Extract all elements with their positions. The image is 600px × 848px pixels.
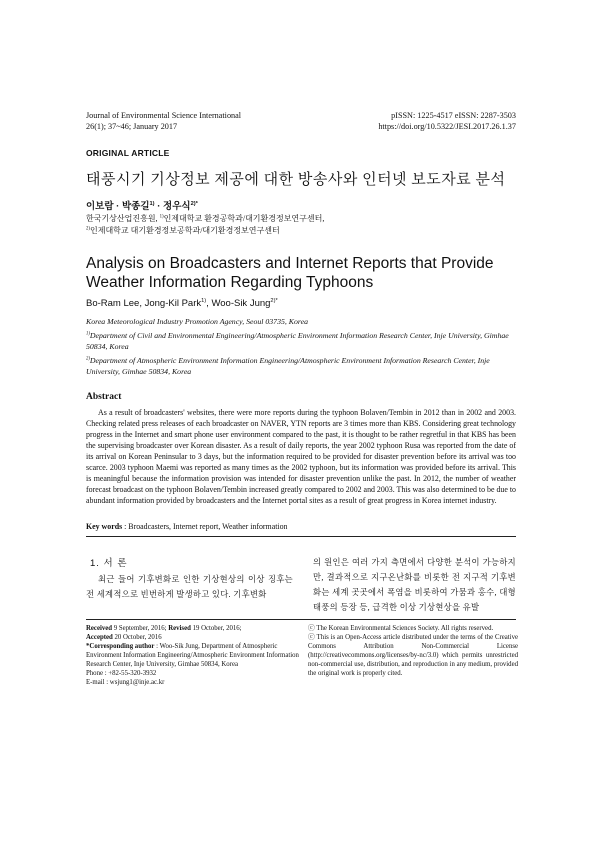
revised-date: 19 October, 2016; <box>190 625 242 632</box>
corresponding-text: : Woo-Sik Jung, Department of Atmospheric Environment Information Engineering/Atmospheric Environment Information Research Center, Inje University, Gimhae 50834, Korea <box>86 643 299 668</box>
english-author-name3: , Woo-Sik Jung <box>206 298 271 309</box>
korean-author-sup1: 1) <box>149 200 155 207</box>
received-label: Received <box>86 625 113 632</box>
english-author-sup2: 2)* <box>270 297 278 304</box>
license-text: ⓒ This is an Open-Access article distributed under the terms of the Creative Commons Attribution Non-Commercial License (http://creativecommons.org/licenses/by-nc/3.0) which permits unrestricted non-commercial use, distribution, and reproduction in any medium, provided the original work is properly cited. <box>308 634 518 677</box>
keywords-list: : Broadcasters, Internet report, Weather information <box>122 522 288 531</box>
korean-aff-line1 <box>86 213 324 225</box>
english-author-names: Bo-Ram Lee, Jong-Kil Park <box>86 298 202 309</box>
section-heading: 1. 서 론 <box>90 558 128 569</box>
english-aff-3-wrap <box>86 355 516 378</box>
english-title: Analysis on Broadcasters and Internet Reports that Provide Weather Information Regarding Typhoons <box>86 255 494 291</box>
received-line <box>86 624 301 633</box>
revised-label: Revised <box>168 625 191 632</box>
copyright: ⓒ The Korean Environmental Sciences Society. All rights reserved. <box>308 625 494 632</box>
accepted-label: Accepted <box>86 634 113 641</box>
footer-license <box>308 624 518 678</box>
korean-aff-sup1: 1) <box>159 214 164 220</box>
korean-aff-1: 한국기상산업진흥원, <box>86 214 160 223</box>
footer-divider <box>86 619 516 620</box>
english-aff-sup2: 2) <box>86 355 90 361</box>
korean-author-names: 이보람 · 박종길 <box>86 201 150 212</box>
corresponding-author: *Corresponding author : Woo-Sik Jung, Department of Atmospheric Environment Information Engineering/Atmospheric Environment Information Research Center, Inje University, Gimhae 50834, Korea <box>86 643 299 668</box>
english-affiliations <box>86 316 516 380</box>
korean-aff-sup2: 2) <box>86 226 90 232</box>
received-date: 9 September, 2016; <box>112 625 169 632</box>
journal-issn: pISSN: 1225-4517 eISSN: 2287-3503 <box>391 111 516 120</box>
english-aff-1: Korea Meteorological Industry Promotion Agency, Seoul 03735, Korea <box>86 317 308 326</box>
divider <box>86 536 516 537</box>
korean-author-sup2: 2)* <box>190 200 198 207</box>
english-aff-3: Department of Atmospheric Environment Information Engineering/Atmospheric Environment Information Research Center, Inje University, Gimhae 50834, Korea <box>86 355 490 376</box>
english-authors <box>86 298 278 309</box>
journal-name: Journal of Environmental Science International <box>86 111 242 120</box>
accepted-line <box>86 633 301 642</box>
journal-doi: https://doi.org/10.5322/JESI.2017.26.1.37 <box>378 122 516 131</box>
keywords-label: Key words <box>86 522 123 531</box>
journal-info <box>86 110 241 132</box>
article-type: ORIGINAL ARTICLE <box>86 148 170 158</box>
korean-aff-3: 인제대학교 대기환경정보공학과/대기환경정보연구센터 <box>90 226 280 235</box>
korean-title: 태풍시기 기상정보 제공에 대한 방송사와 인터넷 보도자료 분석 <box>86 172 506 188</box>
email: E-mail : wsjung1@inje.ac.kr <box>86 679 165 686</box>
english-aff-2-wrap <box>86 330 516 353</box>
korean-authors <box>86 198 198 212</box>
korean-aff-line2 <box>86 225 324 237</box>
english-aff-2: Department of Civil and Environmental Engineering/Atmospheric Environment Information Research Center, Inje University, Gimhae 50834, Korea <box>86 330 509 351</box>
body-text-left: 최근 들어 기후변화로 인한 기상현상의 이상 징후는 전 세계적으로 빈번하게 발생하고 있다. 기후변화 <box>86 575 293 599</box>
phone: Phone : +82-55-320-3932 <box>86 670 157 677</box>
korean-affiliations <box>86 213 324 237</box>
korean-aff-2: 인제대학교 환경공학과/대기환경정보연구센터, <box>163 214 325 223</box>
english-aff-sup1: 1) <box>86 330 90 336</box>
korean-author-name3: · 정우식 <box>154 201 191 212</box>
abstract-body: As a result of broadcasters' websites, there were more reports during the typhoon Bolaven/Tembin in 2012 than in 2002 and 2003. Checking related press releases of each broadcaster on NAVER, YTN reports are 3 times more than KBS. Considering great technology progress in the Internet and smart phone user environment compared to the past, it is thought to be rather regretful in that KBS has been the supervising broadcaster over Korean disaster. As a result of daily reports, the year 2002 typhoon Rusa was reported from the date of its arrival on Korean Peninsular to 3 days, but the information required to be provided for disaster prevention before its arrival was too scarce. 2003 typhoon Maemi was reported as many times as the 2002 typhoon, but its information was provided before its arrival. This is meaningful because the information provision was intended for disaster prevention unlike the past. In 2012, the number of weather forecast broadcast on the typhoon Bolaven/Tembin increased greatly compared to 2002 and 2003. This was also determined to be due to abundant information provided by broadcasters and the Internet portal sites as a result of great progress in Korea internet industry. <box>86 408 516 505</box>
footer-notes <box>86 624 301 687</box>
english-author-sup1: 1) <box>201 297 207 304</box>
journal-identifiers <box>378 110 516 132</box>
corresponding-label: Corresponding author <box>89 643 155 650</box>
body-text-right: 의 원인은 여러 가지 측면에서 다양한 분석이 가능하지만, 결과적으로 지구온난화를 비롯한 전 지구적 기후변화는 세계 곳곳에서 폭염을 비롯하여 가뭄과 홍수, 대형태풍의 등장 등, 급격한 이상 기상현상을 유발 <box>313 558 516 612</box>
keywords <box>86 522 287 531</box>
abstract-heading: Abstract <box>86 392 122 402</box>
journal-issue: 26(1); 37~46; January 2017 <box>86 122 178 131</box>
accepted-date: 20 October, 2016 <box>112 634 162 641</box>
